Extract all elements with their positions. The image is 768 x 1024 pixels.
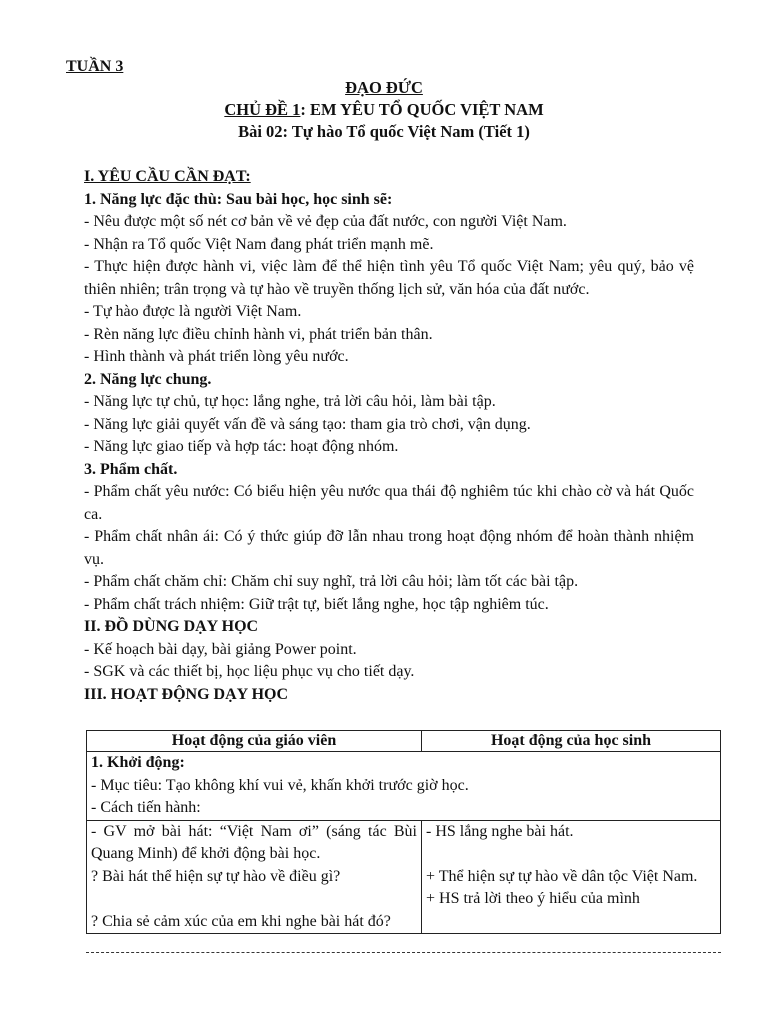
list-item: - Thực hiện được hành vi, việc làm để thể hiện tình yêu Tổ quốc Việt Nam; yêu quý, bảo vệ thiên nhiên; trân trọng và tự hào về truyền thống lịch sử, văn hóa của đất nước. <box>84 258 694 298</box>
lesson-body <box>84 166 694 706</box>
spacer <box>426 843 716 866</box>
warmup-cell <box>87 752 721 821</box>
list-item: - Năng lực tự chủ, tự học: lắng nghe, trả lời câu hỏi, làm bài tập. <box>84 393 496 410</box>
warmup-goal: - Mục tiêu: Tạo không khí vui vẻ, khấn khởi trước giờ học. <box>91 776 469 794</box>
student-line: + Thể hiện sự tự hào về dân tộc Việt Nam. <box>426 867 698 885</box>
section1-sub3: 3. Phẩm chất. <box>84 460 178 478</box>
list-item: - Phẩm chất chăm chỉ: Chăm chỉ suy nghĩ, trả lời câu hỏi; làm tốt các bài tập. <box>84 573 579 590</box>
section1-sub2: 2. Năng lực chung. <box>84 370 212 388</box>
week-label: TUẦN 3 <box>66 58 124 75</box>
table-row <box>87 752 721 821</box>
list-item: - Kế hoạch bài dạy, bài giảng Power point. <box>84 640 357 658</box>
lesson-title: Bài 02: Tự hào Tổ quốc Việt Nam (Tiết 1) <box>238 122 530 141</box>
col-teacher-header: Hoạt động của giáo viên <box>87 731 422 752</box>
teacher-line: - GV mở bài hát: “Việt Nam ơi” (sáng tác Bùi Quang Minh) để khởi động bài học. <box>91 822 417 862</box>
col-student-header: Hoạt động của học sinh <box>422 731 721 752</box>
topic-rest: : EM YÊU TỔ QUỐC VIỆT NAM <box>300 100 544 119</box>
subject-title: ĐẠO ĐỨC <box>345 78 423 97</box>
list-item: - SGK và các thiết bị, học liệu phục vụ cho tiết dạy. <box>84 663 415 680</box>
student-line: + HS trả lời theo ý hiểu của mình <box>426 890 640 907</box>
student-cell <box>422 820 721 934</box>
section3-title: III. HOẠT ĐỘNG DẠY HỌC <box>84 685 289 703</box>
topic-title <box>0 100 768 120</box>
list-item: - Phẩm chất nhân ái: Có ý thức giúp đỡ lẫn nhau trong hoạt động nhóm để hoàn thành nhiệm vụ. <box>84 528 694 568</box>
list-item: - Năng lực giải quyết vấn đề và sáng tạo: tham gia trò chơi, vận dụng. <box>84 415 531 433</box>
table-header-row <box>87 731 721 752</box>
list-item: - Nhận ra Tổ quốc Việt Nam đang phát triển mạnh mẽ. <box>84 235 434 253</box>
list-item: - Năng lực giao tiếp và hợp tác: hoạt động nhóm. <box>84 438 399 455</box>
student-line: - HS lắng nghe bài hát. <box>426 822 574 840</box>
spacer <box>91 888 417 911</box>
warmup-method: - Cách tiến hành: <box>91 799 201 816</box>
section1-title: I. YÊU CẦU CẦN ĐẠT: <box>84 168 251 185</box>
list-item: - Rèn năng lực điều chỉnh hành vi, phát triển bản thân. <box>84 325 433 343</box>
teacher-line: ? Bài hát thể hiện sự tự hào về điều gì? <box>91 867 341 885</box>
teacher-line: ? Chia sẻ cảm xúc của em khi nghe bài hát đó? <box>91 912 391 930</box>
teacher-cell <box>87 820 422 934</box>
topic-prefix: CHỦ ĐỀ 1 <box>224 100 301 119</box>
list-item: - Phẩm chất trách nhiệm: Giữ trật tự, biết lắng nghe, học tập nghiêm túc. <box>84 595 549 613</box>
section1-sub1: 1. Năng lực đặc thù: Sau bài học, học sinh sẽ: <box>84 190 393 208</box>
list-item: - Hình thành và phát triển lòng yêu nước. <box>84 348 349 365</box>
list-item: - Tự hào được là người Việt Nam. <box>84 303 302 320</box>
page-break-dashes <box>86 952 721 953</box>
table-row <box>87 820 721 934</box>
list-item: - Phẩm chất yêu nước: Có biểu hiện yêu nước qua thái độ nghiêm túc khi chào cờ và hát Quốc ca. <box>84 483 694 523</box>
activity-table <box>86 730 721 934</box>
warmup-title: 1. Khởi động: <box>91 754 185 771</box>
list-item: - Nêu được một số nét cơ bản về vẻ đẹp của đất nước, con người Việt Nam. <box>84 213 567 230</box>
section2-title: II. ĐỒ DÙNG DẠY HỌC <box>84 618 259 635</box>
